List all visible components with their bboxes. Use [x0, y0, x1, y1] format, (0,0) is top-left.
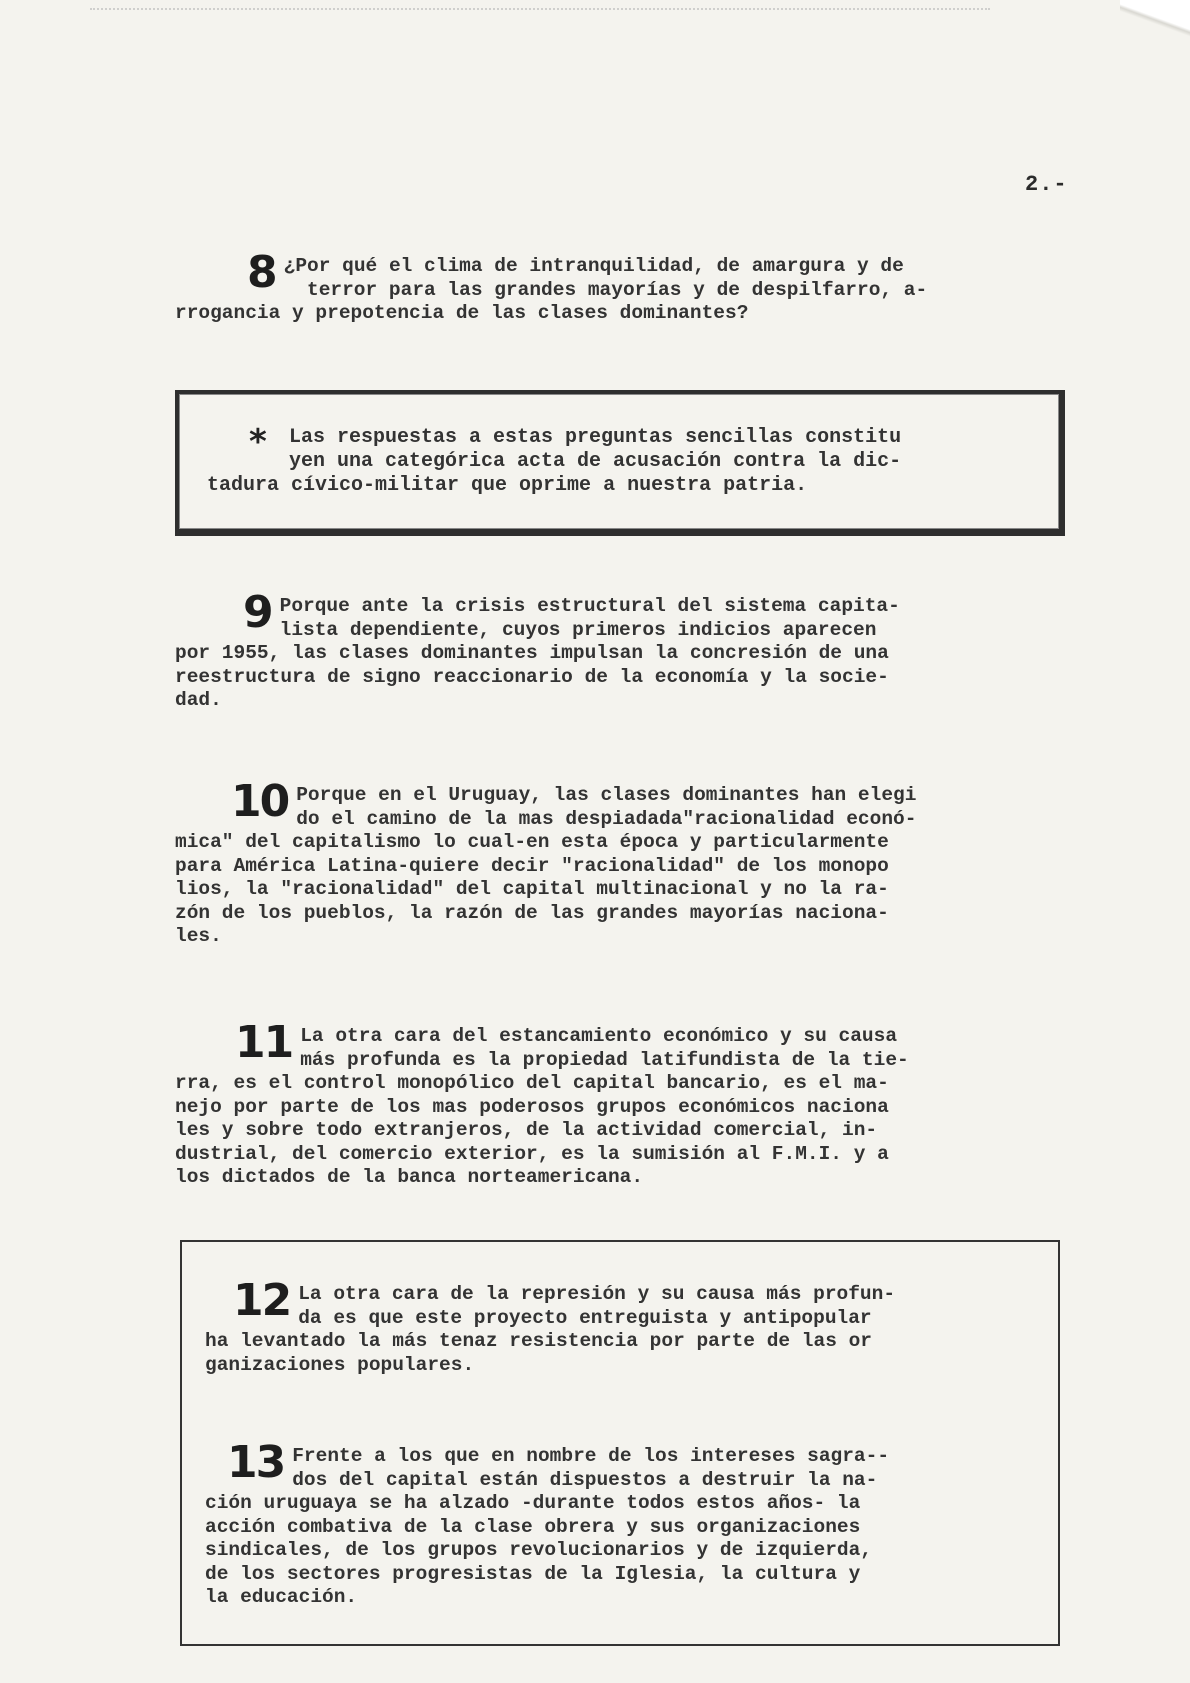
text-line: los dictados de la banca norteamericana.	[175, 1166, 644, 1188]
text-line: ción uruguaya se ha alzado -durante todos estos años- la	[205, 1492, 861, 1514]
text-line: dad.	[175, 689, 222, 711]
item-number-9: 9	[243, 587, 272, 638]
text-line: mica" del capitalismo lo cual-en esta época y particularmente	[175, 831, 889, 853]
answer-9	[175, 587, 1055, 713]
text-line: da es que este proyecto entreguista y antipopular	[298, 1306, 872, 1329]
text-line: nejo por parte de los mas poderosos grupos económicos naciona	[175, 1095, 889, 1118]
text-line: más profunda es la propiedad latifundista de la tie-	[300, 1048, 909, 1071]
text-line: por 1955, las clases dominantes impulsan la concresión de una	[175, 642, 889, 664]
asterisk-icon: *	[249, 422, 267, 462]
folded-corner	[1120, 0, 1190, 40]
text-line: terror para las grandes mayorías y de despilfarro, a-	[307, 278, 928, 301]
text-line: rra, es el control monopólico del capital bancario, es el ma-	[175, 1072, 889, 1094]
page-number: 2.-	[1025, 172, 1068, 197]
text-line: zón de los pueblos, la razón de las grandes mayorías naciona-	[175, 901, 889, 924]
text-line: lista dependiente, cuyos primeros indicios aparecen	[279, 618, 877, 641]
text-line: rrogancia y prepotencia de las clases dominantes?	[175, 302, 749, 324]
item-number-8: 8	[247, 247, 276, 298]
text-line: tadura cívico-militar que oprime a nuestra patria.	[207, 474, 808, 497]
boxed-note	[175, 390, 1065, 536]
answer-10	[175, 776, 1055, 949]
text-line: Porque en el Uruguay, las clases dominantes han elegi	[296, 784, 917, 806]
text-line: do el camino de la mas despiadada"racionalidad econó-	[296, 807, 917, 830]
text-line: Las respuestas a estas preguntas sencillas constitu	[289, 426, 902, 449]
answer-11	[175, 1017, 1055, 1190]
note-text	[207, 426, 1029, 498]
text-line: ganizaciones populares.	[205, 1353, 475, 1376]
text-line: les.	[175, 925, 222, 947]
answer-13	[205, 1437, 1025, 1610]
item-number-13: 13	[227, 1437, 285, 1488]
text-line: dos del capital están dispuestos a destruir la na-	[292, 1468, 878, 1491]
answer-12	[205, 1275, 1025, 1377]
item-number-10: 10	[231, 776, 289, 827]
text-line: dustrial, del comercio exterior, es la sumisión al F.M.I. y a	[175, 1142, 889, 1165]
text-line: La otra cara del estancamiento económico y su causa	[300, 1025, 898, 1047]
text-line: les y sobre todo extranjeros, de la actividad comercial, in-	[175, 1119, 878, 1141]
text-line: Frente a los que en nombre de los intereses sagra--	[292, 1445, 890, 1467]
question-8	[175, 247, 1055, 326]
top-edge-marks	[90, 8, 990, 13]
text-line: Porque ante la crisis estructural del sistema capita-	[279, 595, 900, 617]
text-line: la educación.	[205, 1586, 358, 1608]
text-line: reestructura de signo reaccionario de la economía y la socie-	[175, 665, 889, 688]
text-line: ha levantado la más tenaz resistencia por parte de las or	[205, 1330, 873, 1352]
text-line: de los sectores progresistas de la Iglesia, la cultura y	[205, 1562, 861, 1585]
item-number-11: 11	[235, 1017, 293, 1068]
text-line: para América Latina-quiere decir "racionalidad" de los monopo	[175, 854, 889, 877]
text-line: yen una categórica acta de acusación contra la dic-	[289, 450, 902, 473]
text-line: lios, la "racionalidad" del capital multinacional y no la ra-	[175, 878, 889, 900]
text-line: La otra cara de la represión y su causa más profun-	[298, 1283, 896, 1305]
text-line: ¿Por qué el clima de intranquilidad, de amargura y de	[283, 255, 904, 277]
item-number-12: 12	[233, 1275, 291, 1326]
text-line: sindicales, de los grupos revolucionarios y de izquierda,	[205, 1539, 873, 1561]
text-line: acción combativa de la clase obrera y sus organizaciones	[205, 1515, 861, 1538]
